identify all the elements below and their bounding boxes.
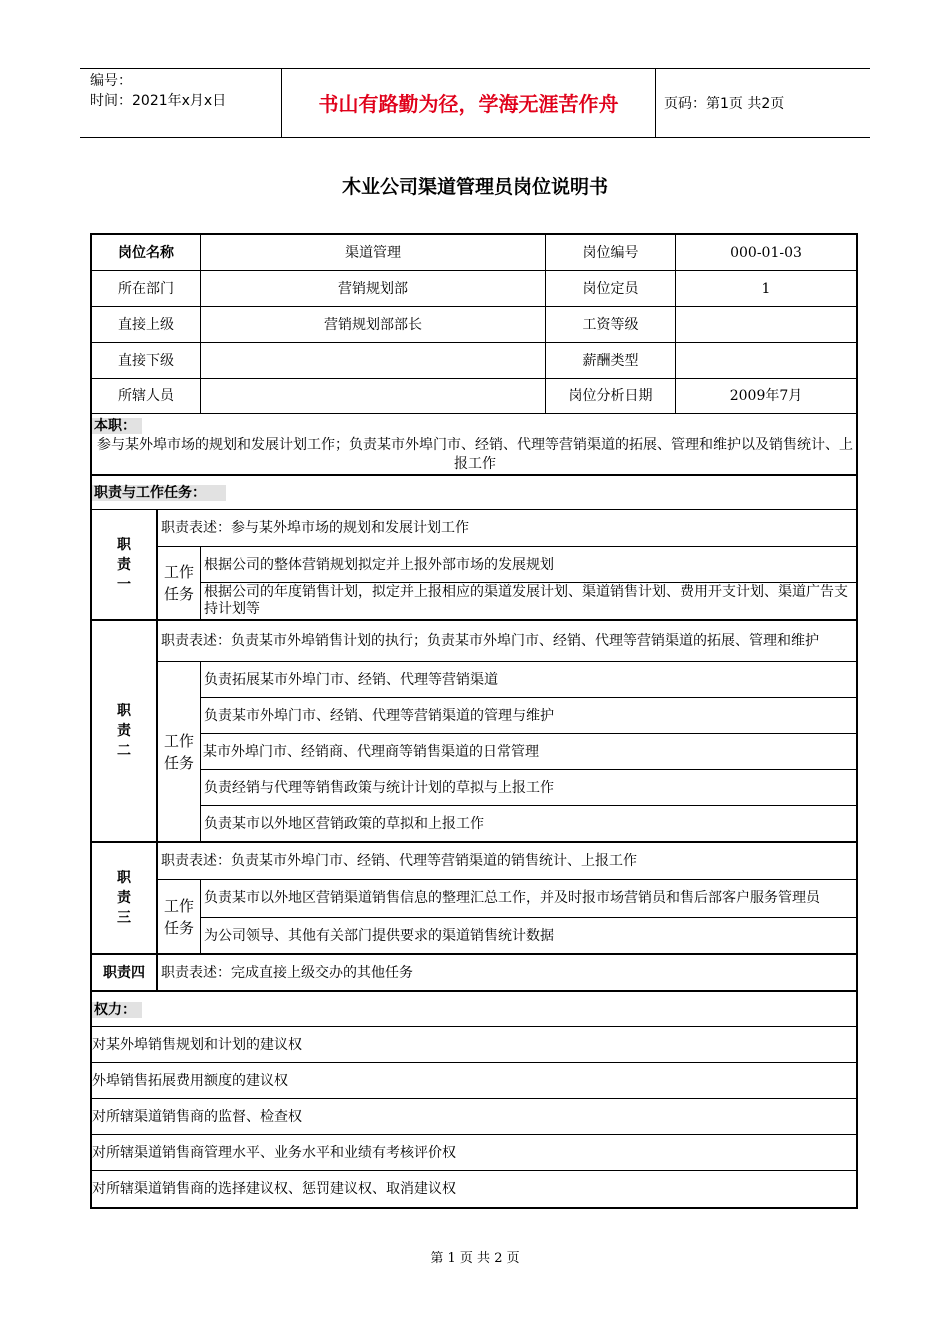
label-salary-grade: 工资等级	[582, 316, 639, 333]
value-pay-type	[676, 343, 856, 378]
value-headcount: 1	[761, 280, 771, 297]
duty-2-task-1: 负责拓展某市外埠门市、经销、代理等营销渠道	[204, 671, 498, 688]
duty-2-task-4: 负责经销与代理等销售政策与统计计划的草拟与上报工作	[204, 779, 554, 796]
power-item: 对所辖渠道销售商的监督、检查权	[92, 1108, 302, 1125]
duty-1-label-cell	[92, 510, 156, 619]
duty-2-label-cell	[92, 621, 156, 841]
document-title: 木业公司渠道管理员岗位说明书	[341, 176, 608, 198]
duty-2-task-2: 负责某市外埠门市、经销、代理等营销渠道的管理与维护	[204, 707, 554, 724]
duty-1-task-1: 根据公司的整体营销规划拟定并上报外部市场的发展规划	[204, 556, 554, 573]
power-item: 对所辖渠道销售商管理水平、业务水平和业绩有考核评价权	[92, 1144, 456, 1161]
power-item: 对某外埠销售规划和计划的建议权	[92, 1036, 302, 1053]
value-salary-grade	[676, 307, 856, 342]
header-motto: 书山有路勤为径，学海无涯苦作舟	[281, 69, 656, 137]
duty-3-description: 职责表述：负责某市外埠门市、经销、代理等营销渠道的销售统计、上报工作	[161, 853, 637, 869]
page-header	[80, 68, 870, 138]
value-direct-subordinate	[201, 343, 545, 378]
power-item: 外埠销售拓展费用额度的建议权	[92, 1072, 288, 1089]
duty-2-task-5: 负责某市以外地区营销政策的草拟和上报工作	[204, 815, 484, 832]
value-analysis-date: 2009年7月	[729, 388, 803, 404]
document-number: 编号：	[90, 73, 132, 89]
label-department: 所在部门	[118, 280, 174, 297]
value-position-name: 渠道管理	[345, 244, 401, 261]
section-label-main-duty: 本职：	[94, 418, 136, 434]
duty-4-description: 职责表述：完成直接上级交办的其他任务	[161, 964, 413, 981]
duty-1-task-2: 根据公司的年度销售计划，拟定并上报相应的渠道发展计划、渠道销售计划、费用开支计划、渠道广告支持计划等	[204, 584, 848, 617]
duty-2-label: 职责二	[117, 703, 131, 759]
header-page-number: 页码：第1页 共2页	[664, 96, 785, 112]
label-direct-superior: 直接上级	[118, 316, 174, 333]
duty-1-task-label: 工作任务	[163, 563, 194, 603]
label-pay-type: 薪酬类型	[582, 352, 639, 369]
duty-3-task-label-cell	[158, 880, 200, 953]
duty-1-description: 职责表述：参与某外埠市场的规划和发展计划工作	[161, 520, 469, 536]
duty-2-description: 职责表述：负责某市外埠销售计划的执行；负责某市外埠门市、经销、代理等营销渠道的拓展、管理和维护	[161, 632, 819, 649]
label-staff: 所辖人员	[118, 388, 174, 404]
section-label-duties: 职责与工作任务：	[94, 485, 206, 501]
duty-3-task-1: 负责某市以外地区营销渠道销售信息的整理汇总工作，并及时报市场营销员和售后部客户服务管理员	[204, 890, 820, 906]
label-direct-subordinate: 直接下级	[118, 352, 174, 369]
duty-3-task-label: 工作任务	[163, 896, 194, 937]
label-position-code: 岗位编号	[582, 244, 639, 261]
duty-3-label: 职责三	[117, 870, 131, 926]
duty-1-label: 职责一	[117, 536, 131, 593]
section-label-powers: 权力：	[94, 1002, 136, 1018]
duty-1-task-label-cell	[158, 547, 200, 619]
power-item: 对所辖渠道销售商的选择建议权、惩罚建议权、取消建议权	[92, 1181, 456, 1197]
duty-4-label: 职责四	[103, 964, 145, 981]
label-position-name: 岗位名称	[118, 244, 174, 261]
value-position-code: 000-01-03	[730, 244, 802, 261]
duty-3-task-2: 为公司领导、其他有关部门提供要求的渠道销售统计数据	[204, 927, 554, 944]
document-time: 时间：2021年x月x日	[90, 93, 227, 109]
header-meta	[80, 69, 280, 137]
value-staff	[201, 379, 545, 413]
label-headcount: 岗位定员	[582, 280, 639, 297]
duty-3-label-cell	[92, 843, 156, 953]
duty-2-task-3: 某市外埠门市、经销商、代理商等销售渠道的日常管理	[203, 743, 539, 760]
value-direct-superior: 营销规划部部长	[324, 316, 422, 333]
page-footer: 第 1 页 共 2 页	[430, 1251, 520, 1266]
value-department: 营销规划部	[338, 280, 408, 297]
duty-2-task-label: 工作任务	[163, 731, 194, 772]
main-duty-text: 参与某外埠市场的规划和发展计划工作；负责某市外埠门市、经销、代理等营销渠道的拓展、管理和维护以及销售统计、上报工作	[97, 437, 853, 472]
duty-2-task-label-cell	[158, 662, 200, 841]
label-analysis-date: 岗位分析日期	[568, 388, 653, 404]
